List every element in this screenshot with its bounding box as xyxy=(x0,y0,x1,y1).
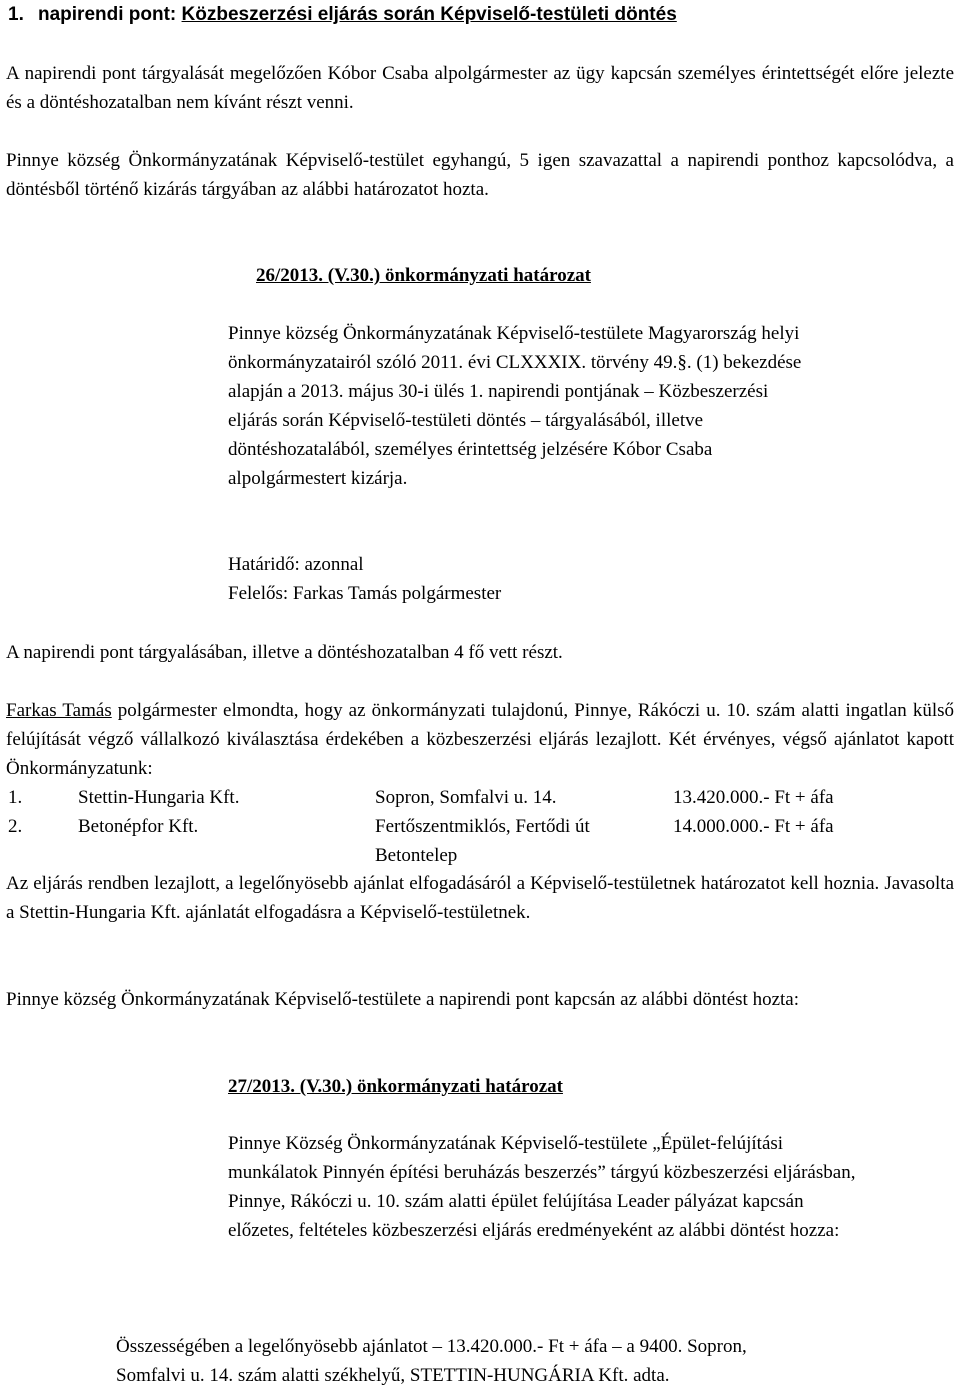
agenda-title: Közbeszerzési eljárás során Képviselő-testületi döntés xyxy=(181,4,677,25)
offers-list xyxy=(8,783,948,870)
offer-number: 2. xyxy=(8,816,23,837)
offer-amount: 14.000.000.- Ft + áfa xyxy=(673,816,834,837)
offer-company: Stettin-Hungaria Kft. xyxy=(78,787,240,808)
offer-row-continuation xyxy=(8,841,948,870)
paragraph-attendance: A napirendi pont tárgyalásában, illetve a döntéshozatalban 4 fő vett részt. xyxy=(6,642,563,663)
resolution-1-responsible: Felelős: Farkas Tamás polgármester xyxy=(228,583,502,604)
offer-address: Sopron, Somfalvi u. 14. xyxy=(375,787,557,808)
mayor-statement-text: polgármester elmondta, hogy az önkormányzati tulajdonú, Pinnye, Rákóczi u. 10. szám alatti ingatlan külső felújítását végző vállalkozó kiválasztása érdekében a közbeszerzési eljárás lezajlott. Két érvényes, végső ajánlatot kapott Önkormányzatunk: xyxy=(6,700,954,779)
decision-line-1: Összességében a legelőnyösebb ajánlatot – 13.420.000.- Ft + áfa – a 9400. Sopron, xyxy=(116,1336,747,1357)
agenda-label: napirendi pont: xyxy=(38,4,182,25)
offer-address-line2: Betontelep xyxy=(375,845,458,866)
offer-address: Fertőszentmiklós, Fertődi út xyxy=(375,816,590,837)
offer-row xyxy=(8,812,948,841)
paragraph-mayor-statement xyxy=(6,696,954,783)
speaker-name: Farkas Tamás xyxy=(6,700,112,721)
resolution-1-body: Pinnye község Önkormányzatának Képviselő-testülete Magyarország helyi önkormányzatairól szóló 2011. évi CLXXXIX. törvény 49.§. (1) bekezdése alapján a 2013. május 30-i ülés 1. napirendi pontjának – Közbeszerzési eljárás során Képviselő-testületi döntés – tárgyalásából, illetve döntéshozatalából, személyes érintettség jelzésére Kóbor Csaba alpolgármestert kizárja. xyxy=(228,323,802,489)
paragraph-vote-result: Pinnye község Önkormányzatának Képviselő-testület egyhangú, 5 igen szavazattal a napirendi ponthoz kapcsolódva, a döntésből történő kizárás tárgyában az alábbi határozatot hozta. xyxy=(6,150,954,200)
offer-row xyxy=(8,783,948,812)
paragraph-proposal: Az eljárás rendben lezajlott, a legelőnyösebb ajánlat elfogadásáról a Képviselő-testületnek határozatot kell hoznia. Javasolta a Stettin-Hungaria Kft. ajánlatát elfogadásra a Képviselő-testületnek. xyxy=(6,873,954,923)
resolution-2-title: 27/2013. (V.30.) önkormányzati határozat xyxy=(228,1076,563,1097)
paragraph-recusal-notice: A napirendi pont tárgyalását megelőzően Kóbor Csaba alpolgármester az ügy kapcsán személyes érintettségét előre jelezte és a döntéshozatalban nem kívánt részt venni. xyxy=(6,63,954,113)
resolution-2-body: Pinnye Község Önkormányzatának Képviselő-testülete „Épület-felújítási munkálatok Pinnyén építési beruházás beszerzés” tárgyú közbeszerzési eljárásban, Pinnye, Rákóczi u. 10. szám alatti épület felújítása Leader pályázat kapcsán előzetes, feltételes közbeszerzési eljárás eredményeként az alábbi döntést hozza: xyxy=(228,1133,856,1241)
paragraph-decision-intro: Pinnye község Önkormányzatának Képviselő-testülete a napirendi pont kapcsán az alábbi döntést hozta: xyxy=(6,989,799,1010)
decision-line-2: Somfalvi u. 14. szám alatti székhelyű, STETTIN-HUNGÁRIA Kft. adta. xyxy=(116,1365,670,1386)
offer-amount: 13.420.000.- Ft + áfa xyxy=(673,787,834,808)
offer-company: Betonépfor Kft. xyxy=(78,816,199,837)
decision-statement xyxy=(116,1332,900,1390)
resolution-1-deadline: Határidő: azonnal xyxy=(228,554,364,575)
offer-number: 1. xyxy=(8,787,23,808)
agenda-number: 1. xyxy=(8,4,24,25)
agenda-heading xyxy=(8,0,677,29)
resolution-1-title: 26/2013. (V.30.) önkormányzati határozat xyxy=(256,265,591,286)
